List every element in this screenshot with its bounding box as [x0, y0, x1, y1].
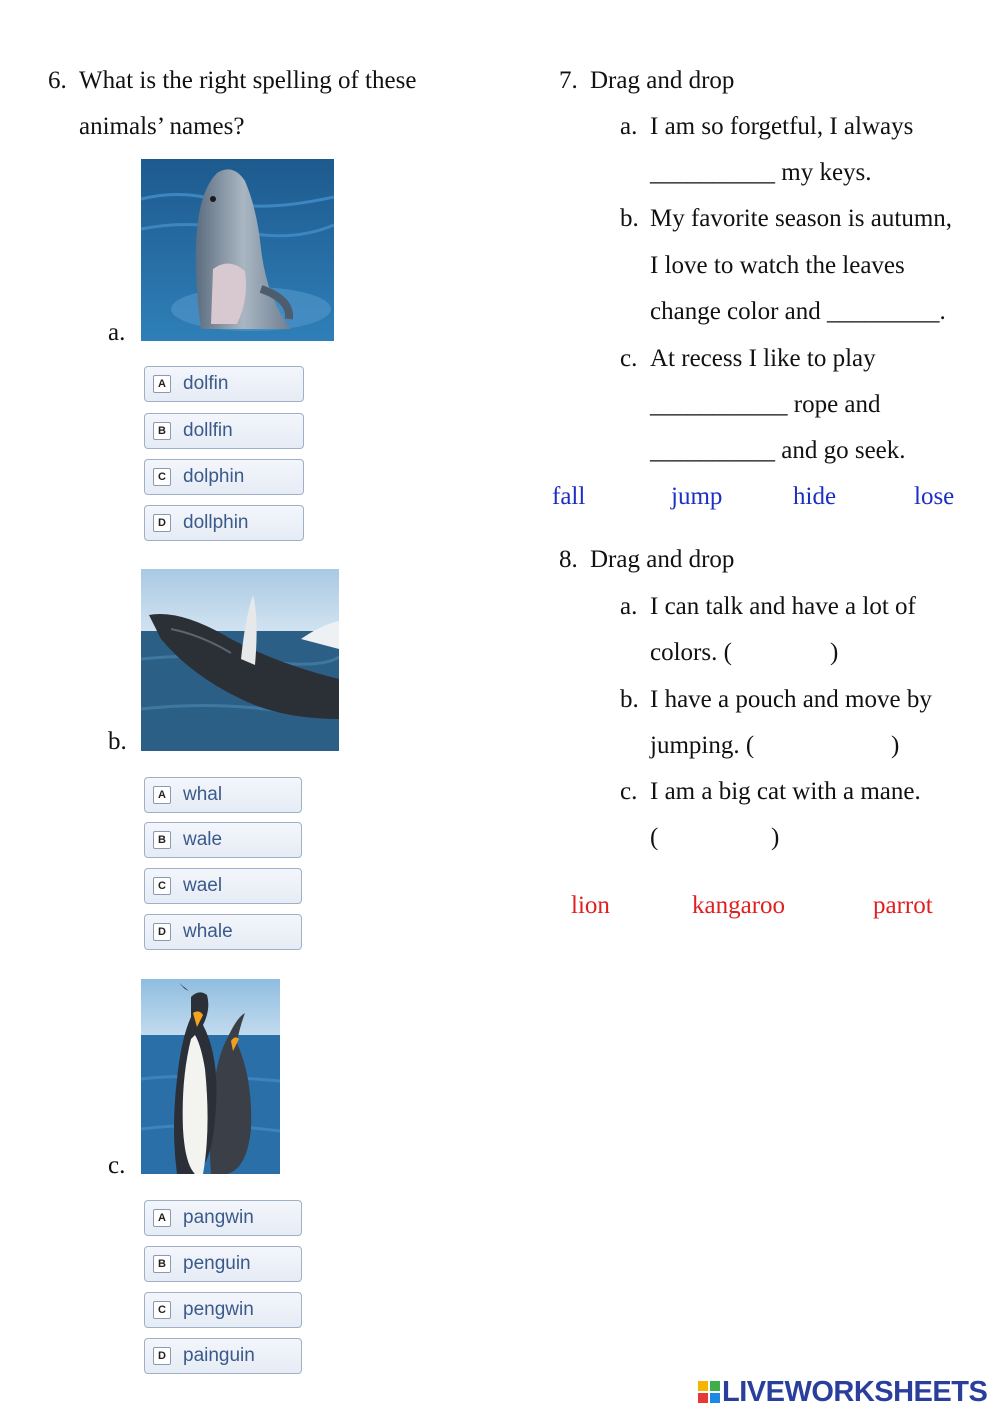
option-label: whal: [183, 784, 223, 805]
q8-number: 8.: [559, 546, 578, 573]
option-label: penguin: [183, 1253, 251, 1274]
option-label: dolphin: [183, 466, 245, 487]
q8-c-open-paren: (: [650, 824, 659, 851]
q8-a-letter: a.: [620, 593, 638, 620]
liveworksheets-logo-icon: [698, 1378, 720, 1400]
q6-item-b-letter: b.: [108, 728, 127, 755]
q7-c-line3: __________ and go seek.: [650, 437, 906, 464]
option-label: dollphin: [183, 512, 249, 533]
q8-b-line2: jumping. (: [650, 732, 755, 759]
option-key-badge: A: [153, 1209, 171, 1227]
q6-question-line1: What is the right spelling of these: [79, 67, 417, 94]
q6c-option-d[interactable]: [144, 1338, 302, 1374]
q6c-option-a[interactable]: [144, 1200, 302, 1236]
q6c-option-c[interactable]: [144, 1292, 302, 1328]
option-key-badge: A: [153, 786, 171, 804]
q8-a-close-paren: ): [830, 639, 839, 666]
option-key-badge: B: [153, 1255, 171, 1273]
q6b-option-d[interactable]: [144, 914, 302, 950]
q8-drag-word-lion[interactable]: lion: [571, 892, 610, 919]
option-key-badge: C: [153, 468, 171, 486]
q7-b-line3: change color and _________.: [650, 298, 946, 325]
q8-c-line1: I am a big cat with a mane.: [650, 778, 921, 805]
q6a-option-d[interactable]: [144, 505, 304, 541]
liveworksheets-logo-text: LIVEWORKSHEETS: [722, 1376, 988, 1408]
q6a-option-c[interactable]: [144, 459, 304, 495]
q7-title: Drag and drop: [590, 67, 735, 94]
option-key-badge: D: [153, 1347, 171, 1365]
q6a-option-a[interactable]: [144, 366, 304, 402]
q7-c-line2: ___________ rope and: [650, 391, 881, 418]
option-label: pengwin: [183, 1299, 254, 1320]
q6-number: 6.: [48, 67, 67, 94]
q8-drag-word-parrot[interactable]: parrot: [873, 892, 933, 919]
option-label: pangwin: [183, 1207, 254, 1228]
q7-c-letter: c.: [620, 345, 638, 372]
q7-a-line1: I am so forgetful, I always: [650, 113, 914, 140]
option-key-badge: B: [153, 831, 171, 849]
dolphin-image: [141, 159, 334, 341]
q8-title: Drag and drop: [590, 546, 735, 573]
option-key-badge: D: [153, 923, 171, 941]
option-key-badge: C: [153, 877, 171, 895]
liveworksheets-logo: [698, 1376, 987, 1410]
q8-a-line2: colors. (: [650, 639, 732, 666]
q7-a-line2: __________ my keys.: [650, 159, 872, 186]
q6-item-a-letter: a.: [108, 319, 126, 346]
q8-a-line1: I can talk and have a lot of: [650, 593, 916, 620]
q7-b-line2: I love to watch the leaves: [650, 252, 905, 279]
option-label: painguin: [183, 1345, 255, 1366]
q7-b-line1: My favorite season is autumn,: [650, 205, 953, 232]
q8-b-line1: I have a pouch and move by: [650, 686, 932, 713]
q7-drag-word-fall[interactable]: fall: [552, 483, 586, 510]
q7-drag-word-lose[interactable]: lose: [914, 483, 955, 510]
option-label: dollfin: [183, 420, 233, 441]
option-label: dolfin: [183, 373, 229, 394]
q6-item-c-letter: c.: [108, 1152, 126, 1179]
q8-b-close-paren: ): [891, 732, 900, 759]
option-label: wael: [183, 875, 223, 896]
option-key-badge: A: [153, 375, 171, 393]
option-key-badge: C: [153, 1301, 171, 1319]
q6-question-line2: animals’ names?: [79, 113, 245, 140]
q7-c-line1: At recess I like to play: [650, 345, 876, 372]
q8-c-letter: c.: [620, 778, 638, 805]
q7-drag-word-jump[interactable]: jump: [671, 483, 723, 510]
penguin-image: [141, 979, 280, 1174]
q7-a-letter: a.: [620, 113, 638, 140]
q6b-option-c[interactable]: [144, 868, 302, 904]
option-label: wale: [183, 829, 223, 850]
q6b-option-b[interactable]: [144, 822, 302, 858]
q7-drag-word-hide[interactable]: hide: [793, 483, 837, 510]
option-label: whale: [183, 921, 233, 942]
option-key-badge: D: [153, 514, 171, 532]
option-key-badge: B: [153, 422, 171, 440]
q6b-option-a[interactable]: [144, 777, 302, 813]
q6c-option-b[interactable]: [144, 1246, 302, 1282]
q8-b-letter: b.: [620, 686, 639, 713]
q7-number: 7.: [559, 67, 578, 94]
whale-image: [141, 569, 339, 751]
q8-c-close-paren: ): [771, 824, 780, 851]
q6a-option-b[interactable]: [144, 413, 304, 449]
q8-drag-word-kangaroo[interactable]: kangaroo: [692, 892, 786, 919]
q7-b-letter: b.: [620, 205, 639, 232]
